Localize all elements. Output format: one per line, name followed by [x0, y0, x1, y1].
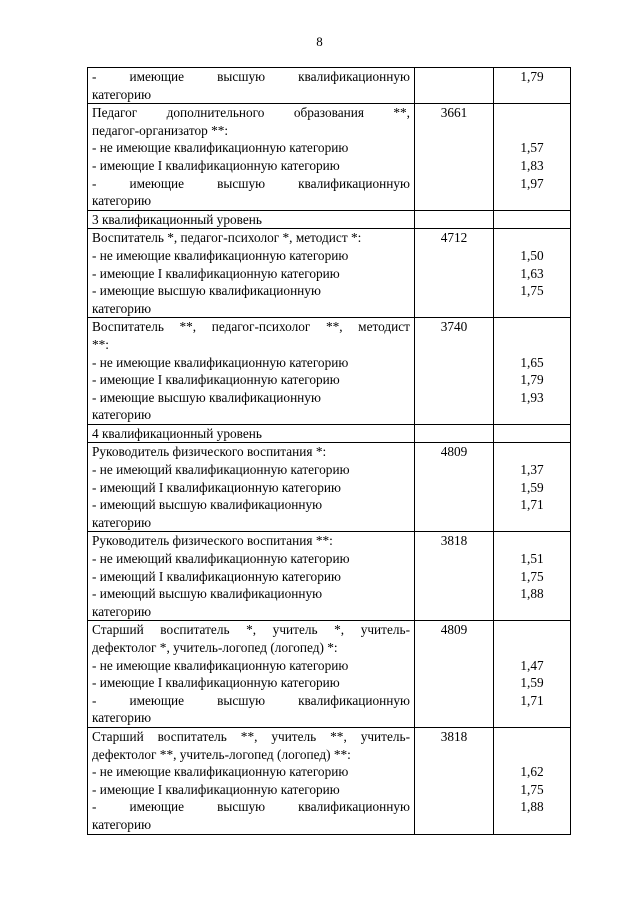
position-cell — [88, 68, 415, 104]
position-line: - имеющие высшую квалификационную — [92, 283, 321, 299]
base-salary-cell — [415, 621, 494, 728]
position-cell — [88, 443, 415, 532]
position-line: - не имеющие квалификационную категорию — [92, 247, 349, 263]
position-line: категорию — [92, 710, 151, 726]
position-line: - имеющие высшую квалификационную — [92, 692, 410, 708]
position-line: **: — [92, 336, 109, 352]
coefficient-cell — [494, 229, 571, 318]
position-line: - имеющие I квалификационную категорию — [92, 372, 340, 388]
position-line: - не имеющий квалификационную категорию — [92, 462, 350, 478]
position-line: Воспитатель *, педагог-психолог *, методист *: — [92, 230, 362, 246]
position-line: - имеющие высшую квалификационную — [92, 389, 321, 405]
position-line: Руководитель физического воспитания *: — [92, 444, 327, 460]
position-line: категорию — [92, 603, 151, 619]
coefficient-cell — [494, 318, 571, 425]
position-line: - не имеющий квалификационную категорию — [92, 551, 350, 567]
base-salary-value: 3740 — [440, 319, 468, 335]
coefficient-value: 1,65 — [520, 354, 544, 370]
position-line: категорию — [92, 300, 151, 316]
position-cell — [88, 104, 415, 211]
coefficient-value: 1,51 — [520, 551, 544, 567]
coefficient-cell — [494, 532, 571, 621]
base-salary-cell — [415, 210, 494, 229]
coefficient-value: 1,75 — [520, 781, 544, 797]
position-line: Старший воспитатель **, учитель **, учитель- — [92, 728, 410, 744]
base-salary-value: 3818 — [440, 728, 468, 744]
base-salary-cell — [415, 424, 494, 443]
position-line: педагог-организатор **: — [92, 122, 229, 138]
table-row — [88, 727, 571, 834]
position-cell — [88, 621, 415, 728]
position-cell — [88, 229, 415, 318]
position-line: - имеющие I квалификационную категорию — [92, 157, 340, 173]
table-row — [88, 104, 571, 211]
position-line: - имеющие I квалификационную категорию — [92, 781, 340, 797]
coefficient-cell — [494, 443, 571, 532]
table-row — [88, 621, 571, 728]
position-line: категорию — [92, 816, 151, 832]
position-cell — [88, 318, 415, 425]
base-salary-cell — [415, 68, 494, 104]
coefficient-cell — [494, 621, 571, 728]
coefficient-value: 1,83 — [520, 157, 544, 173]
base-salary-cell — [415, 443, 494, 532]
coefficient-value: 1,93 — [520, 389, 544, 405]
base-salary-cell — [415, 727, 494, 834]
coefficient-value: 1,75 — [520, 568, 544, 584]
base-salary-value: 4809 — [440, 444, 468, 460]
coefficient-value: 1,50 — [520, 247, 544, 263]
base-salary-cell — [415, 532, 494, 621]
table-row — [88, 532, 571, 621]
position-line: 3 квалификационный уровень — [92, 211, 262, 227]
position-line: категорию — [92, 193, 151, 209]
table-row — [88, 318, 571, 425]
coefficient-cell — [494, 424, 571, 443]
coefficient-value: 1,47 — [520, 657, 544, 673]
position-line: дефектолог *, учитель-логопед (логопед) *: — [92, 640, 338, 655]
position-line: Педагог дополнительного образования **, — [92, 105, 410, 121]
position-cell — [88, 532, 415, 621]
position-cell — [88, 424, 415, 443]
coefficient-value: 1,79 — [520, 69, 544, 84]
position-line: категорию — [92, 514, 151, 530]
table-row — [88, 443, 571, 532]
coefficient-cell — [494, 104, 571, 211]
position-line: категорию — [92, 407, 151, 423]
table-row — [88, 229, 571, 318]
base-salary-cell — [415, 229, 494, 318]
coefficient-value: 1,75 — [520, 283, 544, 299]
position-line: Руководитель физического воспитания **: — [92, 533, 333, 549]
position-line: - не имеющие квалификационную категорию — [92, 657, 349, 673]
coefficient-value: 1,88 — [520, 799, 544, 815]
position-line: - не имеющие квалификационную категорию — [92, 140, 349, 156]
position-line: категорию — [92, 86, 151, 102]
coefficient-value: 1,79 — [520, 372, 544, 388]
position-line: - имеющий I квалификационную категорию — [92, 568, 341, 584]
coefficient-value: 1,71 — [520, 692, 544, 708]
position-cell — [88, 210, 415, 229]
base-salary-value: 3661 — [440, 105, 468, 121]
position-line: - не имеющие квалификационную категорию — [92, 354, 349, 370]
position-cell — [88, 727, 415, 834]
position-line: - имеющие высшую квалификационную — [92, 69, 410, 84]
base-salary-value: 3818 — [440, 533, 468, 549]
position-line: дефектолог **, учитель-логопед (логопед) **: — [92, 746, 351, 762]
position-line: - имеющий высшую квалификационную — [92, 497, 323, 513]
base-salary-cell — [415, 104, 494, 211]
position-line: - не имеющие квалификационную категорию — [92, 764, 349, 780]
position-line: - имеющий I квалификационную категорию — [92, 479, 341, 495]
coefficient-value: 1,59 — [520, 479, 544, 495]
coefficient-cell — [494, 727, 571, 834]
page-number: 8 — [316, 34, 323, 49]
coefficient-value: 1,62 — [520, 764, 544, 780]
table-row — [88, 210, 571, 229]
base-salary-value: 4712 — [440, 230, 468, 246]
coefficient-cell — [494, 210, 571, 229]
coefficient-value: 1,57 — [520, 140, 544, 156]
position-line: - имеющий высшую квалификационную — [92, 586, 323, 602]
position-line: Старший воспитатель *, учитель *, учитель- — [92, 622, 410, 638]
position-line: Воспитатель **, педагог-психолог **, методист — [92, 319, 410, 335]
salary-coefficient-table — [87, 67, 571, 835]
position-line: - имеющие высшую квалификационную — [92, 799, 410, 815]
coefficient-value: 1,88 — [520, 586, 544, 602]
coefficient-value: 1,71 — [520, 497, 544, 513]
position-line: - имеющие I квалификационную категорию — [92, 675, 340, 691]
base-salary-value: 4809 — [440, 622, 468, 638]
table-row — [88, 68, 571, 104]
coefficient-value: 1,59 — [520, 675, 544, 691]
coefficient-value: 1,97 — [520, 175, 544, 191]
coefficient-value: 1,63 — [520, 265, 544, 281]
base-salary-cell — [415, 318, 494, 425]
coefficient-value: 1,37 — [520, 462, 544, 478]
table-row — [88, 424, 571, 443]
coefficient-cell — [494, 68, 571, 104]
position-line: - имеющие высшую квалификационную — [92, 175, 410, 191]
position-line: - имеющие I квалификационную категорию — [92, 265, 340, 281]
position-line: 4 квалификационный уровень — [92, 425, 262, 441]
